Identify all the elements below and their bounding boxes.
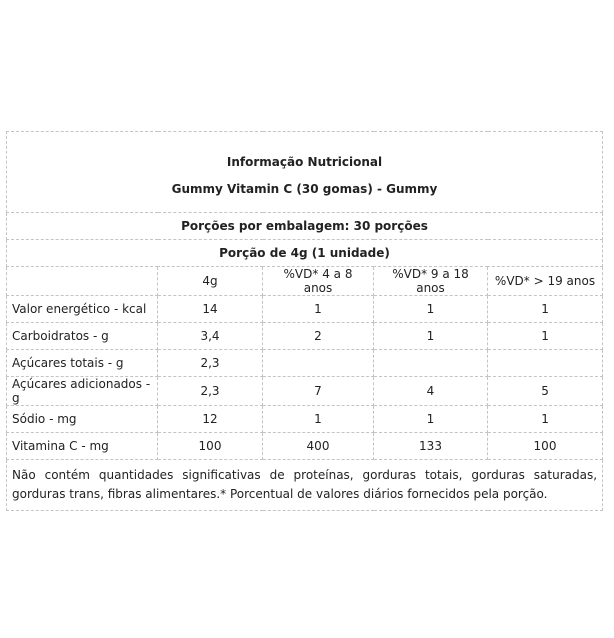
nutrient-amount: 14 <box>158 296 263 323</box>
vd-19: 1 <box>488 406 603 433</box>
vd-19: 1 <box>488 296 603 323</box>
vd-4-8: 1 <box>263 296 374 323</box>
vd-9-18: 1 <box>374 406 488 433</box>
nutrient-amount: 3,4 <box>158 323 263 350</box>
title-cell <box>7 132 603 213</box>
nutrient-amount: 12 <box>158 406 263 433</box>
vd-4-8: 400 <box>263 433 374 460</box>
vd-4-8: 7 <box>263 377 374 406</box>
vd-9-18 <box>374 350 488 377</box>
vd-19: 100 <box>488 433 603 460</box>
vd-4-8 <box>263 350 374 377</box>
product-name: Gummy Vitamin C (30 gomas) - Gummy <box>171 181 438 196</box>
nutrition-table <box>6 131 603 511</box>
vd-9-18: 4 <box>374 377 488 406</box>
nutrient-amount: 100 <box>158 433 263 460</box>
vd-19: 5 <box>488 377 603 406</box>
header-row <box>7 267 603 296</box>
servings-per-package: Porções por embalagem: 30 porções <box>7 213 603 240</box>
footnote: Não contém quantidades significativas de proteínas, gorduras totais, gorduras saturadas, gorduras trans, fibras alimentares.* Porcentual de valores diários fornecidos pela porção. <box>7 460 603 511</box>
vd-19: 1 <box>488 323 603 350</box>
column-header: %VD* 4 a 8 anos <box>263 267 374 296</box>
vd-4-8: 1 <box>263 406 374 433</box>
nutrient-amount: 2,3 <box>158 377 263 406</box>
table-row <box>7 350 603 377</box>
title-row <box>7 132 603 213</box>
column-header: %VD* > 19 anos <box>488 267 603 296</box>
table-row <box>7 406 603 433</box>
table-row <box>7 323 603 350</box>
vd-9-18: 133 <box>374 433 488 460</box>
table-row <box>7 377 603 406</box>
table-row <box>7 433 603 460</box>
nutrient-name: Sódio - mg <box>7 406 158 433</box>
column-header <box>7 267 158 296</box>
serving-size: Porção de 4g (1 unidade) <box>7 240 603 267</box>
vd-9-18: 1 <box>374 296 488 323</box>
serving-size-row <box>7 240 603 267</box>
servings-row <box>7 213 603 240</box>
nutrition-facts-panel <box>6 131 602 511</box>
nutrient-name: Açúcares adicionados - g <box>7 377 158 406</box>
table-row <box>7 296 603 323</box>
vd-4-8: 2 <box>263 323 374 350</box>
table-title: Informação Nutricional <box>226 154 383 169</box>
footnote-row <box>7 460 603 511</box>
nutrient-amount: 2,3 <box>158 350 263 377</box>
nutrient-name: Valor energético - kcal <box>7 296 158 323</box>
column-header: 4g <box>158 267 263 296</box>
nutrient-name: Açúcares totais - g <box>7 350 158 377</box>
column-header: %VD* 9 a 18 anos <box>374 267 488 296</box>
vd-9-18: 1 <box>374 323 488 350</box>
vd-19 <box>488 350 603 377</box>
nutrient-name: Carboidratos - g <box>7 323 158 350</box>
nutrient-name: Vitamina C - mg <box>7 433 158 460</box>
